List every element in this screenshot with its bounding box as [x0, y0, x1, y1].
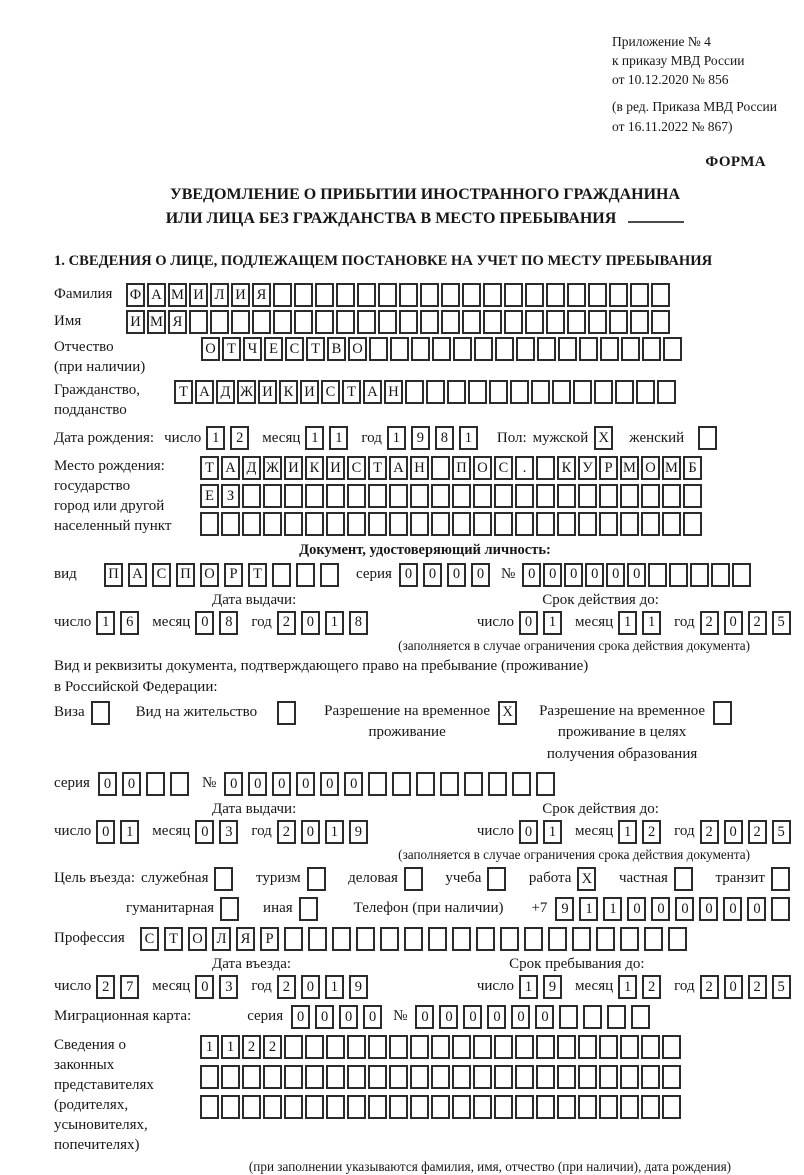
stay-year-label: год [674, 978, 695, 995]
edu-permit-label-1: Разрешение на временное [539, 702, 706, 719]
surname-input[interactable]: Ф А М И Л И Я [126, 283, 672, 307]
residence-permit-checkbox[interactable] [277, 701, 298, 725]
residence-restriction-note: (заполняется в случае ограничения срока действия документа) [398, 846, 750, 862]
stay-month-input[interactable]: 1 2 [618, 975, 666, 999]
birth-day-label: число [164, 429, 202, 446]
citizenship-row [54, 380, 796, 420]
phone-prefix: +7 [531, 900, 548, 917]
migration-number-label: № [393, 1008, 408, 1025]
residence-series-input[interactable]: 0 0 [98, 772, 194, 796]
id-valid-year-input[interactable]: 2 0 2 5 [700, 611, 796, 635]
birthplace-input-row-3[interactable] [200, 512, 704, 536]
birth-day-input[interactable]: 1 2 [206, 426, 254, 450]
surname-label: Фамилия [54, 286, 113, 303]
temp-permit-label-1: Разрешение на временное [324, 702, 491, 719]
residence-valid-month-input[interactable]: 1 2 [618, 820, 666, 844]
form-title [54, 183, 796, 231]
birthplace-state-label: государство [54, 478, 131, 495]
id-series-label: серия [356, 566, 392, 583]
representatives-input-row-3[interactable] [200, 1095, 683, 1119]
title-blank-underline [628, 210, 684, 223]
residence-intro-2: в Российской Федерации: [54, 678, 218, 695]
appendix-line-3: от 10.12.2020 № 856 [612, 72, 729, 88]
purpose-transit-label: транзит [715, 870, 765, 887]
id-issue-day-input[interactable]: 1 6 [96, 611, 144, 635]
entry-dates-caption-row [54, 956, 796, 973]
id-restriction-note: (заполняется в случае ограничения срока действия документа) [398, 637, 750, 653]
citizenship-label: Гражданство, [54, 381, 141, 398]
purpose-business-label: деловая [348, 870, 398, 887]
patronymic-input[interactable]: О Т Ч Е С Т В О [201, 337, 684, 361]
residence-number-label: № [201, 775, 217, 792]
name-label: Имя [54, 313, 82, 330]
residence-options-row [54, 701, 796, 766]
id-valid-day-label: число [476, 614, 515, 631]
form-title-line-1: УВЕДОМЛЕНИЕ О ПРИБЫТИИ ИНОСТРАННОГО ГРАЖДАНИНА [169, 185, 681, 203]
edu-permit-label-2: проживание в целях [557, 724, 687, 741]
id-dates-row [54, 611, 796, 635]
visa-option [54, 701, 112, 725]
stay-month-label: месяц [575, 978, 614, 995]
entry-dates-row [54, 975, 796, 999]
id-number-input[interactable]: 0 0 0 0 0 0 [522, 563, 753, 587]
residence-valid-until-label: Срок действия до: [542, 800, 659, 817]
residence-issue-day-input[interactable]: 0 1 [96, 820, 144, 844]
entry-month-input[interactable]: 0 3 [195, 975, 243, 999]
purpose-work-checkbox[interactable]: X [577, 867, 598, 891]
name-input[interactable]: И М Я [126, 310, 672, 334]
birthplace-city-label-1: город или другой [54, 498, 165, 515]
residence-valid-year-input[interactable]: 2 0 2 5 [700, 820, 796, 844]
entry-year-label: год [251, 978, 272, 995]
sex-female-checkbox[interactable] [698, 426, 719, 450]
purpose-tourism-checkbox[interactable] [307, 867, 328, 891]
sex-label: Пол: [496, 429, 527, 446]
stay-day-label: число [476, 978, 515, 995]
residence-permit-option [136, 701, 298, 725]
residence-issue-date-label: Дата выдачи: [212, 800, 297, 817]
citizenship-input[interactable]: Т А Д Ж И К И С Т А Н [174, 380, 678, 404]
id-valid-month-input[interactable]: 1 1 [618, 611, 666, 635]
sex-female-label: женский [629, 429, 685, 446]
residence-intro-1: Вид и реквизиты документа, подтверждающего право на пребывание (проживание) [54, 657, 589, 674]
id-issue-year-input[interactable]: 2 0 1 8 [277, 611, 373, 635]
residence-series-label: серия [54, 775, 90, 792]
entry-day-input[interactable]: 2 7 [96, 975, 144, 999]
residence-valid-year-label: год [674, 823, 695, 840]
temp-permit-option [324, 701, 519, 745]
residence-issue-month-label: месяц [152, 823, 191, 840]
name-row [54, 310, 796, 334]
id-valid-until-label: Срок действия до: [542, 591, 659, 608]
residence-issue-year-input[interactable]: 2 0 1 9 [277, 820, 373, 844]
id-valid-day-input[interactable]: 0 1 [519, 611, 567, 635]
purpose-business-checkbox[interactable] [404, 867, 425, 891]
representatives-label-3: представителях [54, 1076, 154, 1093]
migration-card-row [54, 1005, 796, 1029]
profession-row [54, 927, 796, 951]
id-issue-month-label: месяц [152, 614, 191, 631]
patronymic-label: Отчество [54, 338, 114, 355]
purpose-other-checkbox[interactable] [299, 897, 320, 921]
id-number-label: № [500, 566, 516, 583]
purpose-work-label: работа [528, 870, 572, 887]
appendix-header [612, 32, 796, 136]
edu-permit-option [539, 701, 734, 766]
id-kind-input[interactable]: П А С П О Р Т [104, 563, 344, 587]
id-valid-month-label: месяц [575, 614, 614, 631]
purpose-official-label: служебная [140, 870, 209, 887]
visa-label: Виза [54, 704, 85, 721]
birthplace-input-row-2[interactable]: Е З [200, 484, 704, 508]
stay-day-input[interactable]: 1 9 [519, 975, 567, 999]
sex-male-checkbox[interactable]: X [594, 426, 615, 450]
residence-dates-caption-row [54, 801, 796, 818]
residence-issue-day-label: число [54, 823, 92, 840]
edu-permit-label-3: получения образования [546, 746, 698, 763]
citizenship-sublabel: подданство [54, 402, 127, 419]
entry-month-label: месяц [152, 978, 191, 995]
birthplace-block [54, 456, 796, 536]
id-issue-day-label: число [54, 614, 92, 631]
id-valid-year-label: год [674, 614, 695, 631]
id-issue-date-label: Дата выдачи: [212, 591, 297, 608]
purpose-study-checkbox[interactable] [487, 867, 508, 891]
residence-valid-month-label: месяц [575, 823, 614, 840]
migration-series-input[interactable]: 0 0 0 0 [291, 1005, 387, 1029]
representatives-input-row-2[interactable] [200, 1065, 683, 1089]
form-title-line-2: ИЛИ ЛИЦА БЕЗ ГРАЖДАНСТВА В МЕСТО ПРЕБЫВАНИЯ [165, 209, 617, 227]
appendix-line-1: Приложение № 4 [612, 34, 711, 49]
entry-purpose-label: Цель въезда: [54, 870, 135, 887]
id-document-row [54, 563, 796, 587]
representatives-input-row-1[interactable]: 1 1 2 2 [200, 1035, 683, 1059]
sex-male-label: мужской [532, 429, 589, 446]
purpose-humanitarian-checkbox[interactable] [220, 897, 241, 921]
purpose-private-checkbox[interactable] [674, 867, 695, 891]
representatives-label-2: законных [54, 1056, 115, 1073]
residence-issue-month-input[interactable]: 0 3 [195, 820, 243, 844]
representatives-label-6: попечителях) [54, 1137, 140, 1154]
residence-valid-day-label: число [476, 823, 515, 840]
purpose-study-label: учеба [445, 870, 482, 887]
purpose-humanitarian-label: гуманитарная [126, 900, 215, 917]
surname-row [54, 283, 796, 307]
residence-number-input[interactable]: 0 0 0 0 0 0 [224, 772, 560, 796]
temp-permit-checkbox[interactable]: X [498, 701, 519, 725]
id-dates-caption-row [54, 592, 796, 609]
purpose-other-label: иная [263, 900, 293, 917]
patronymic-sublabel: (при наличии) [54, 358, 146, 375]
representatives-label-4: (родителях, [54, 1097, 129, 1114]
birth-month-input[interactable]: 1 1 [305, 426, 353, 450]
purpose-tourism-label: туризм [256, 870, 301, 887]
residence-permit-label: Вид на жительство [135, 704, 258, 721]
purpose-official-checkbox[interactable] [214, 867, 235, 891]
appendix-edit-line-1: (в ред. Приказа МВД России [612, 99, 777, 115]
birthdate-sex-row [54, 426, 796, 450]
edu-permit-checkbox[interactable] [713, 701, 734, 725]
appendix-edit-line-2: от 16.11.2022 № 867) [612, 118, 733, 134]
migration-card-label: Миграционная карта: [54, 1008, 192, 1025]
birthplace-city-label-2: населенный пункт [54, 518, 172, 535]
migration-number-input[interactable]: 0 0 0 0 0 0 [415, 1005, 655, 1029]
representatives-note: (при заполнении указываются фамилия, имя, отчество (при наличии), дата рождения) [248, 1159, 732, 1175]
phone-input[interactable]: 9 1 1 0 0 0 0 0 0 [555, 897, 795, 921]
birthplace-input-row-1[interactable]: Т А Д Ж И К И С Т А Н П О С . К У Р М О М Б [200, 456, 704, 480]
birthplace-label: Место рождения: [54, 458, 165, 475]
profession-label: Профессия [54, 930, 125, 947]
section-1-heading: 1. СВЕДЕНИЯ О ЛИЦЕ, ПОДЛЕЖАЩЕМ ПОСТАНОВКЕ НА УЧЕТ ПО МЕСТУ ПРЕБЫВАНИЯ [54, 252, 713, 269]
id-kind-label: вид [54, 566, 77, 583]
profession-input[interactable]: С Т О Л Я Р [140, 927, 692, 951]
birth-month-label: месяц [262, 429, 301, 446]
entry-purpose-row-1 [54, 867, 796, 891]
entry-purpose-row-2 [126, 897, 796, 921]
residence-valid-day-input[interactable]: 0 1 [519, 820, 567, 844]
birth-year-label: год [361, 429, 382, 446]
stay-year-input[interactable]: 2 0 2 5 [700, 975, 796, 999]
entry-year-input[interactable]: 2 0 1 9 [277, 975, 373, 999]
migration-series-label: серия [247, 1008, 284, 1025]
forma-label: ФОРМА [705, 153, 766, 170]
representatives-label-1: Сведения о [54, 1036, 126, 1053]
id-issue-month-input[interactable]: 0 8 [195, 611, 243, 635]
birthdate-label: Дата рождения: [54, 429, 155, 446]
purpose-private-label: частная [618, 870, 668, 887]
id-series-input[interactable]: 0 0 0 0 [399, 563, 495, 587]
temp-permit-label-2: проживание [368, 724, 446, 741]
appendix-line-2: к приказу МВД России [612, 53, 745, 69]
visa-checkbox[interactable] [91, 701, 112, 725]
entry-day-label: число [54, 978, 92, 995]
patronymic-row [54, 337, 796, 377]
residence-issue-year-label: год [251, 823, 272, 840]
representatives-label-5: усыновителях, [54, 1117, 148, 1134]
stay-until-label: Срок пребывания до: [509, 955, 645, 972]
phone-label: Телефон (при наличии) [353, 900, 504, 917]
birth-year-input[interactable]: 1 9 8 1 [387, 426, 483, 450]
residence-series-row [54, 772, 796, 796]
purpose-transit-checkbox[interactable] [771, 867, 792, 891]
id-issue-year-label: год [251, 614, 272, 631]
representatives-block [54, 1035, 796, 1156]
entry-date-label: Дата въезда: [212, 955, 292, 972]
residence-dates-row [54, 820, 796, 844]
id-document-heading: Документ, удостоверяющий личность: [299, 541, 551, 558]
